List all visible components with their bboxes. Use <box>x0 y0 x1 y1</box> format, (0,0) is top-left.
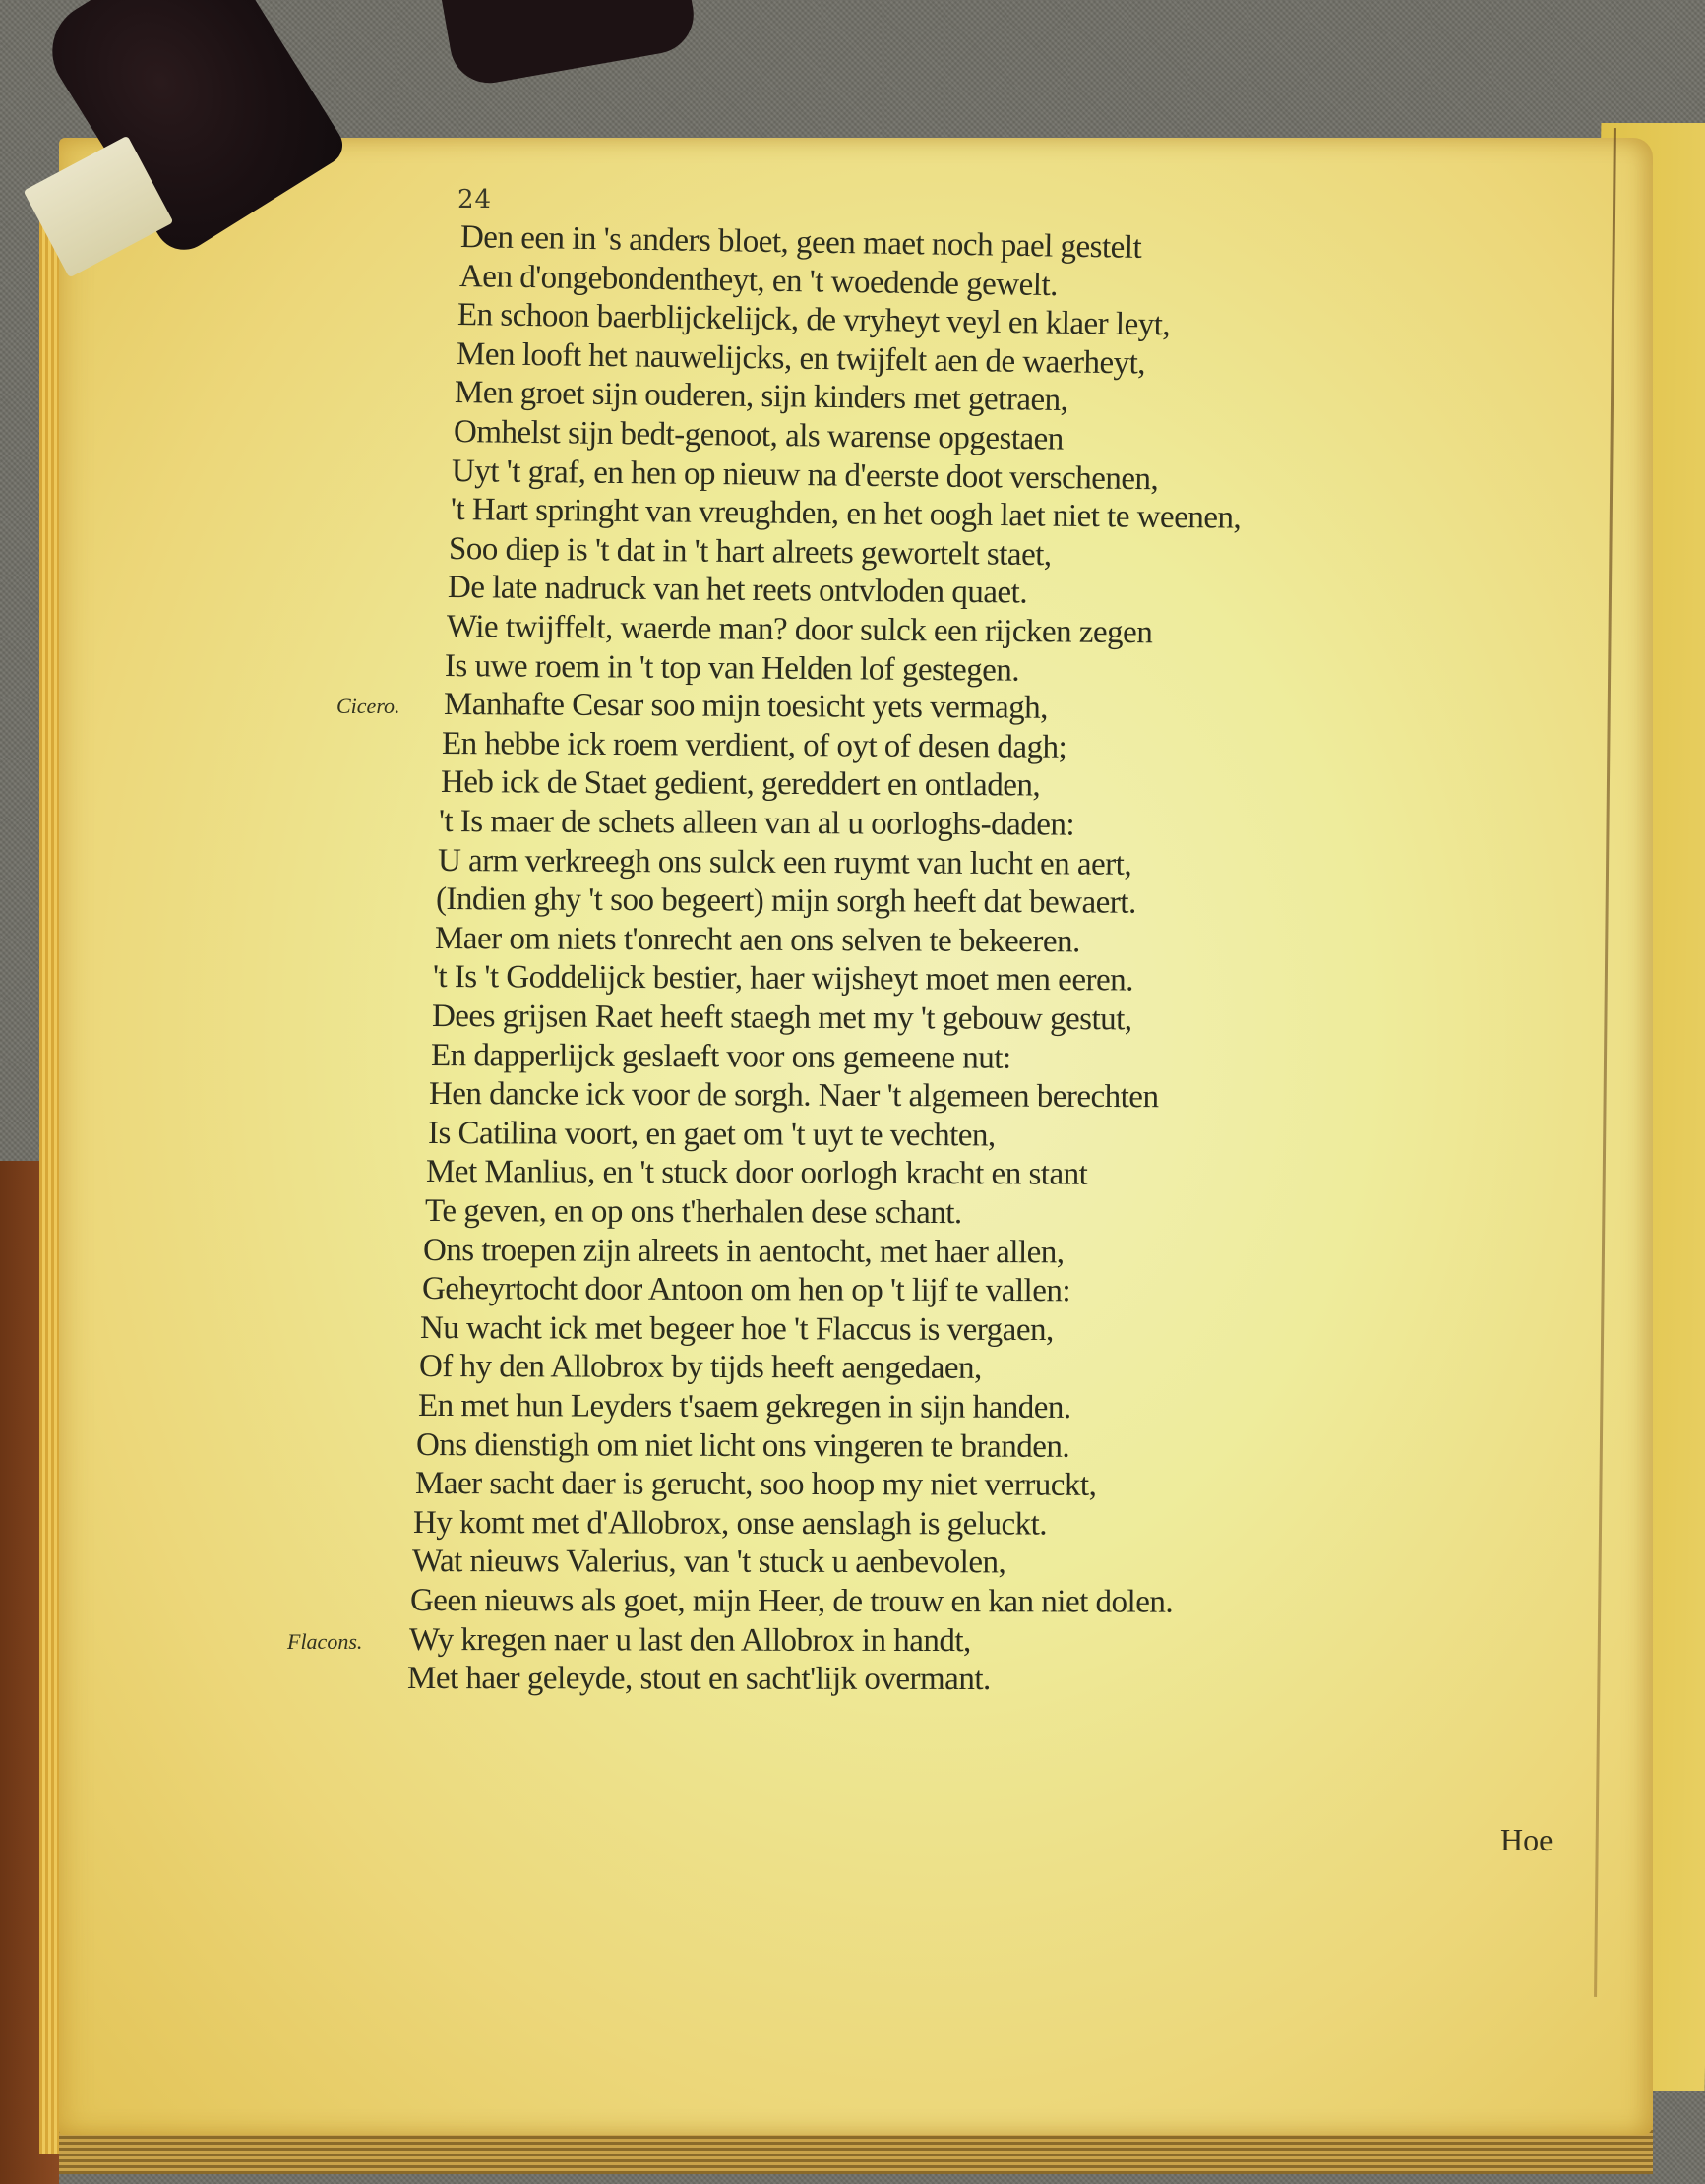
verse-line: Is uwe roem in 't top van Helden lof gestegen. <box>444 647 1020 689</box>
verse-line: En hebbe ick roem verdient, of oyt of desen dagh; <box>442 725 1067 765</box>
verse-line: Geheyrtocht door Antoon om hen op 't lijf te vallen: <box>421 1271 1070 1309</box>
verse-line: 't Hart springht van vreughden, en het oogh laet niet te weenen, <box>450 492 1242 536</box>
verse-line: Nu wacht ick met begeer hoe 't Flaccus is vergaen, <box>420 1309 1055 1348</box>
verse-line: Met haer geleyde, stout en sacht'lijk overmant. <box>407 1661 992 1698</box>
verse-line: Dees grijsen Raet heeft staegh met my 't gebouw gestut, <box>431 999 1132 1038</box>
verse-line: Den een in 's anders bloet, geen maet noch pael gestelt <box>459 219 1142 266</box>
verse-line: 't Is 't Goddelijck bestier, haer wijsheyt moet men eeren. <box>433 959 1134 999</box>
verse-line: En dapperlijck geslaeft voor ons gemeene nut: <box>430 1037 1011 1076</box>
verse-line: Uyt 't graf, en hen op nieuw na d'eerste doot verschenen, <box>452 453 1159 497</box>
bookmark-ribbon-top <box>432 0 700 90</box>
verse-line: Te geven, en op ons t'herhalen dese schant. <box>424 1193 962 1232</box>
speaker-label: Cicero. <box>336 694 400 719</box>
verse-line: Soo diep is 't dat in 't hart alreets gewortelt staet, <box>449 530 1053 573</box>
verse-line: Manhafte Cesar soo mijn toesicht yets vermagh, <box>443 687 1048 726</box>
verse-line: Men groet sijn ouderen, sijn kinders met getraen, <box>454 375 1068 419</box>
verse-line: Is Catilina voort, en gaet om 't uyt te vechten, <box>427 1115 996 1154</box>
verse-line: Wat nieuws Valerius, van 't stuck u aenbevolen, <box>411 1544 1006 1581</box>
verse-line: Maer sacht daer is gerucht, soo hoop my niet verruckt, <box>414 1466 1097 1504</box>
verse-line: Hen dancke ick voor de sorgh. Naer 't algemeen berechten <box>429 1076 1159 1116</box>
verse-line: Maer om niets t'onrecht aen ons selven te bekeeren. <box>434 920 1080 960</box>
verse-line: De late nadruck van het reets ontvloden quaet. <box>447 570 1028 611</box>
verse-line: Met Manlius, en 't stuck door oorlogh kracht en stant <box>426 1154 1088 1193</box>
verse-line: Ons dienstigh om niet licht ons vingeren te branden. <box>415 1426 1070 1465</box>
verse-line: Hy komt met d'Allobrox, onse aenslagh is geluckt. <box>413 1504 1048 1543</box>
verse-line: U arm verkreegh ons sulck een ruymt van lucht en aert, <box>437 842 1132 882</box>
speaker-label: Flacons. <box>287 1628 363 1654</box>
page-number: 24 <box>457 185 493 214</box>
verse-line: Of hy den Allobrox by tijds heeft aengedaen, <box>418 1349 982 1387</box>
verse-line: En met hun Leyders t'saem gekregen in sijn handen. <box>417 1388 1071 1426</box>
verse-line: En schoon baerblijckelijck, de vryheyt veyl en klaer leyt, <box>457 297 1171 343</box>
verse-line: Heb ick de Staet gedient, gereddert en ontladen, <box>440 764 1040 804</box>
verse-line: 't Is maer de schets alleen van al u oorloghs-daden: <box>439 804 1075 843</box>
verse-line: Wy kregen naer u last den Allobrox in handt, <box>408 1621 971 1659</box>
verse-line: Aen d'ongebondentheyt, en 't woedende gewelt. <box>458 258 1058 303</box>
verse-line: Geen nieuws als goet, mijn Heer, de trouw en kan niet dolen. <box>410 1583 1174 1620</box>
verse-line: Wie twijffelt, waerde man? door sulck een rijcken zegen <box>446 609 1152 651</box>
verse-line: Omhelst sijn bedt-genoot, als warense opgestaen <box>453 414 1064 457</box>
catchword: Hoe <box>1500 1822 1553 1857</box>
verse-line: Ons troepen zijn alreets in aentocht, met haer allen, <box>423 1232 1065 1270</box>
verse-line: (Indien ghy 't soo begeert) mijn sorgh heeft dat bewaert. <box>436 881 1137 921</box>
verse-line: Men looft het nauwelijcks, en twijfelt aen de waerheyt, <box>456 335 1145 382</box>
